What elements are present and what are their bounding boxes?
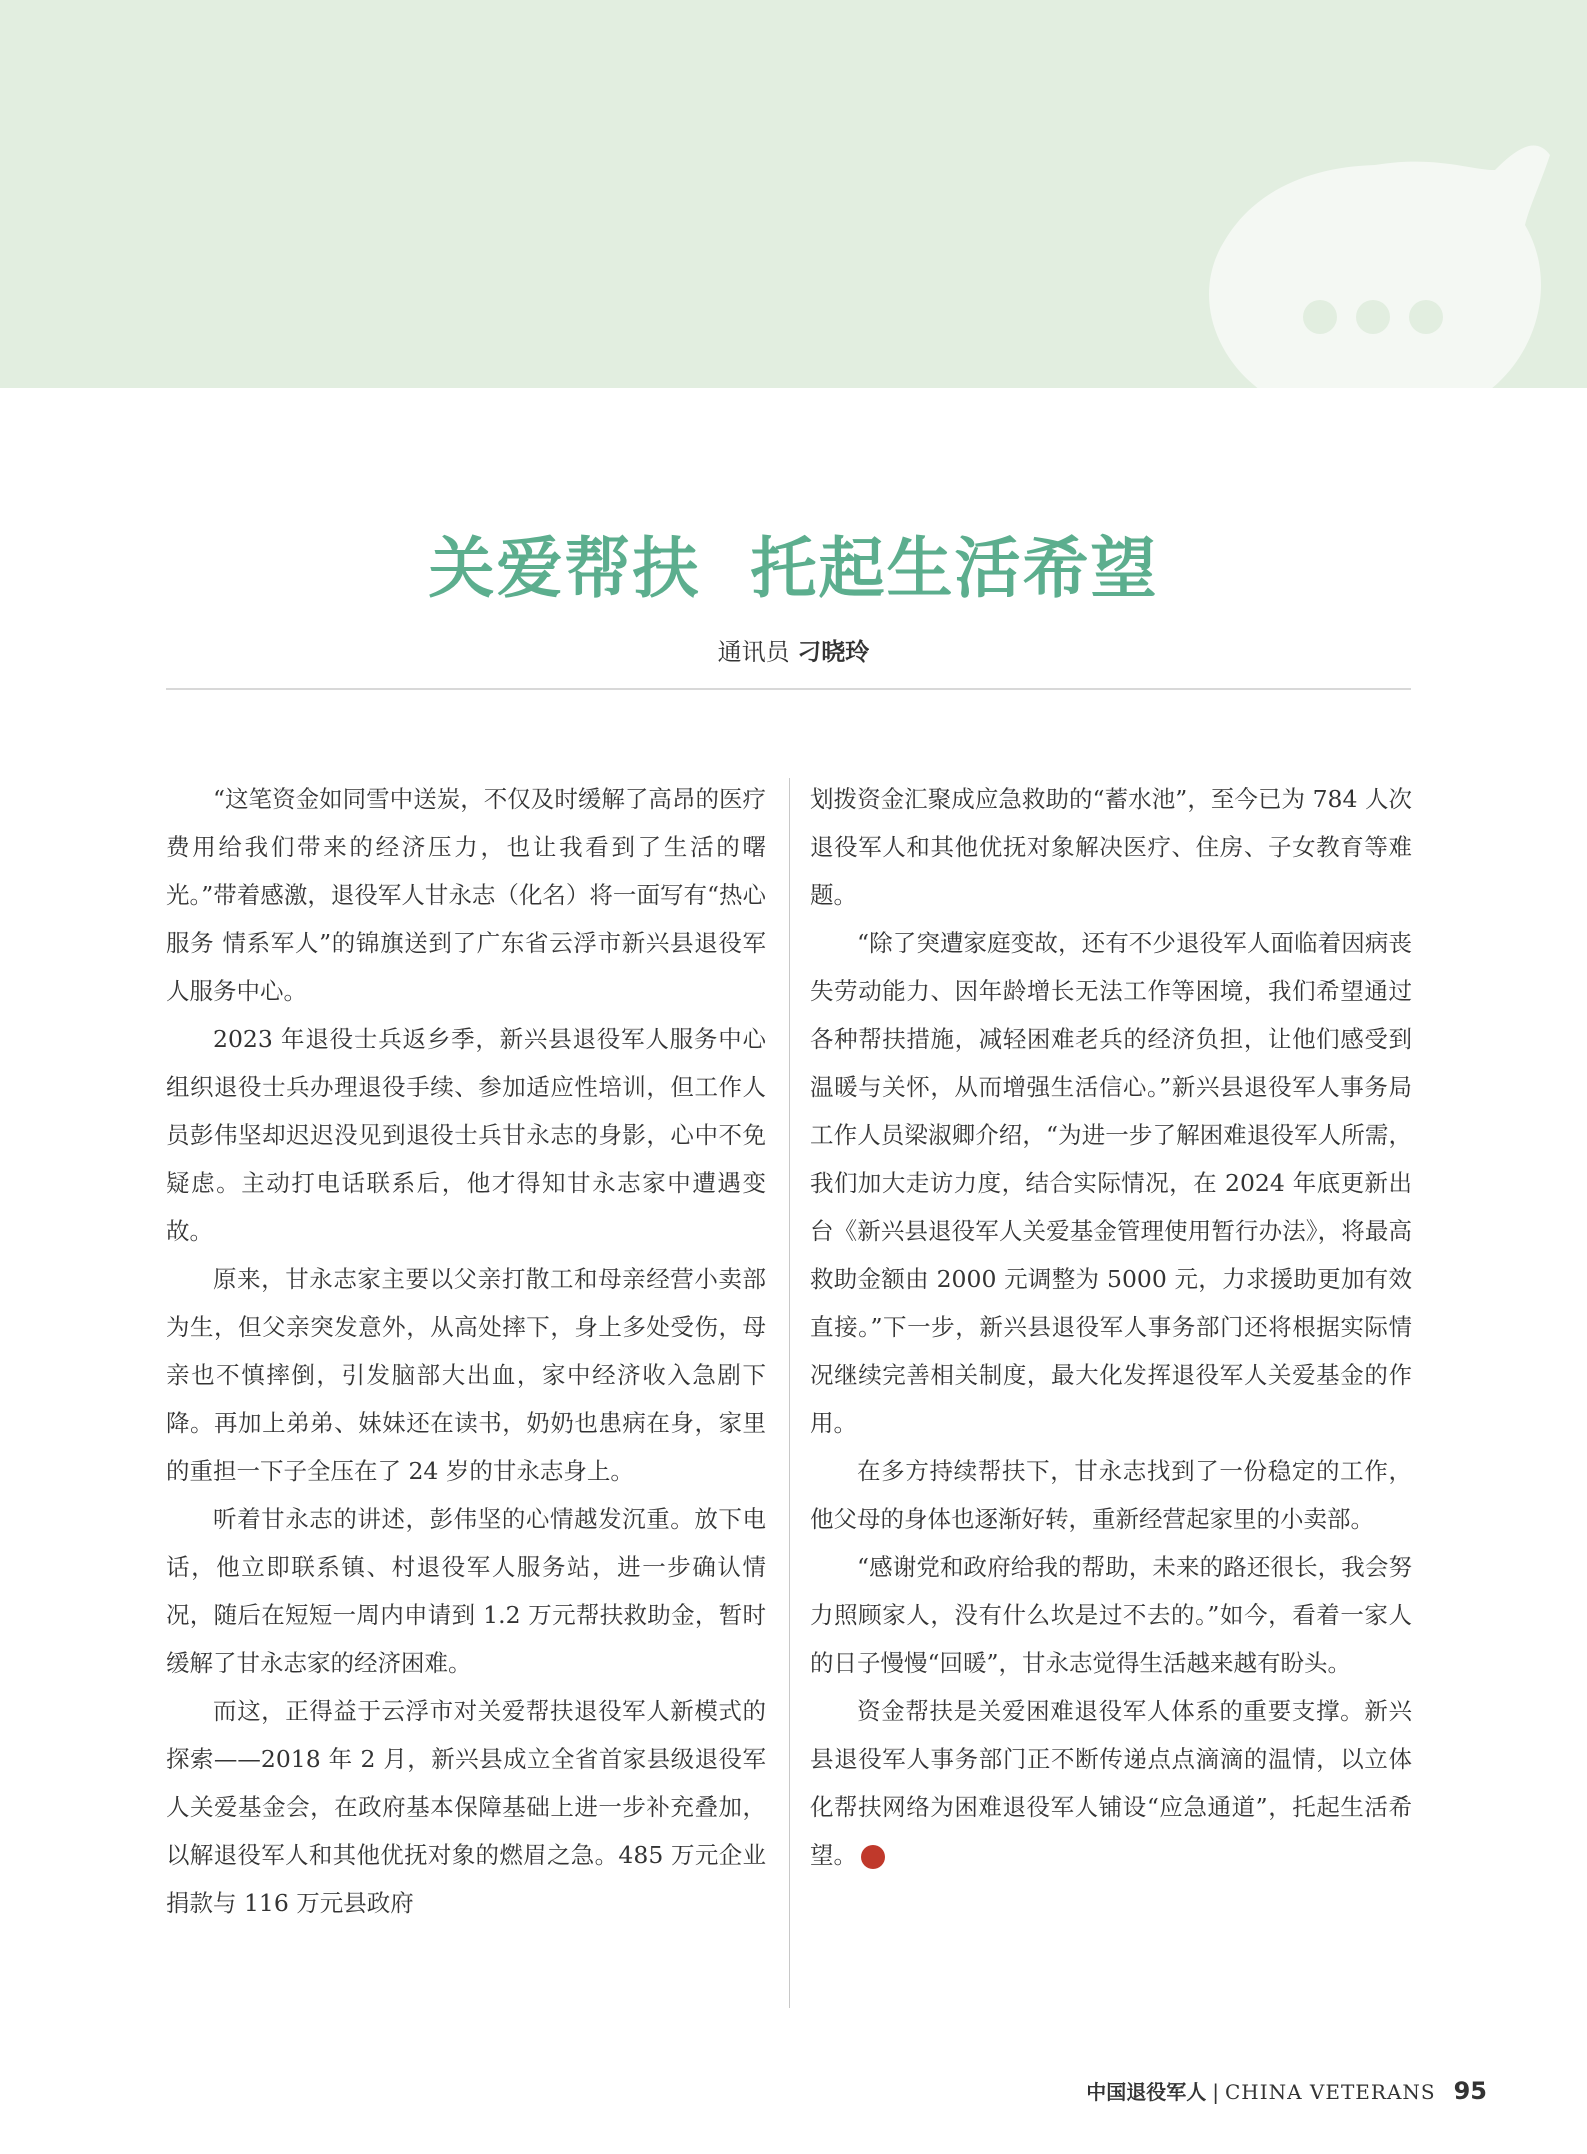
- header-band: [0, 0, 1587, 388]
- magazine-name: 中国退役军人: [1086, 2080, 1207, 2104]
- byline: [0, 632, 1587, 667]
- page-footer: [1086, 2076, 1487, 2105]
- title-divider: [166, 688, 1411, 690]
- left-column: [166, 775, 766, 1927]
- paragraph: “除了突遭家庭变故，还有不少退役军人面临着因病丧失劳动能力、因年龄增长无法工作等困境，我们希望通过各种帮扶措施，减轻困难老兵的经济负担，让他们感受到温暖与关怀，从而增强生活信心。”新兴县退役军人事务局工作人员梁淑卿介绍，“为进一步了解困难退役军人所需，我们加大走访力度，结合实际情况，在 2024 年底更新出台《新兴县退役军人关爱基金管理使用暂行办法》，将最高救助金额由 2000 元调整为 5000 元，力求援助更加有效直接。”下一步，新兴县退役军人事务部门还将根据实际情况继续完善相关制度，最大化发挥退役军人关爱基金的作用。: [810, 929, 1412, 1437]
- paragraph: “这笔资金如同雪中送炭，不仅及时缓解了高昂的医疗费用给我们带来的经济压力，也让我看到了生活的曙光。”带着感激，退役军人甘永志（化名）将一面写有“热心服务 情系军人”的锦旗送到了广东省云浮市新兴县退役军人服务中心。: [166, 785, 766, 1005]
- paragraph: 2023 年退役士兵返乡季，新兴县退役军人服务中心组织退役士兵办理退役手续、参加适应性培训，但工作人员彭伟坚却迟迟没见到退役士兵甘永志的身影，心中不免疑虑。主动打电话联系后，他才得知甘永志家中遭遇变故。: [166, 1025, 766, 1245]
- paragraph: 而这，正得益于云浮市对关爱帮扶退役军人新模式的探索——2018 年 2 月，新兴县成立全省首家县级退役军人关爱基金会，在政府基本保障基础上进一步补充叠加，以解退役军人和其他优抚对象的燃眉之急。485 万元企业捐款与 116 万元县政府: [166, 1697, 766, 1917]
- paragraph: 听着甘永志的讲述，彭伟坚的心情越发沉重。放下电话，他立即联系镇、村退役军人服务站，进一步确认情况，随后在短短一周内申请到 1.2 万元帮扶救助金，暂时缓解了甘永志家的经济困难。: [166, 1505, 766, 1677]
- bubble-dot-3: [1409, 300, 1443, 334]
- footer-separator: |: [1212, 2080, 1219, 2104]
- author-name: 刁晓玲: [797, 638, 870, 666]
- byline-prefix: 通讯员: [717, 638, 798, 666]
- column-divider: [789, 778, 790, 2008]
- paragraph: 原来，甘永志家主要以父亲打散工和母亲经营小卖部为生，但父亲突发意外，从高处摔下，身上多处受伤，母亲也不慎摔倒，引发脑部大出血，家中经济收入急剧下降。再加上弟弟、妹妹还在读书，奶奶也患病在身，家里的重担一下子全压在了 24 岁的甘永志身上。: [166, 1265, 766, 1485]
- paragraph: 在多方持续帮扶下，甘永志找到了一份稳定的工作，他父母的身体也逐渐好转，重新经营起家里的小卖部。: [810, 1457, 1412, 1533]
- closing-paragraph: [810, 1687, 1412, 1879]
- article-title: 关爱帮扶 托起生活希望: [428, 530, 1159, 607]
- paragraph-continuation: 划拨资金汇聚成应急救助的“蓄水池”，至今已为 784 人次退役军人和其他优抚对象解决医疗、住房、子女教育等难题。: [810, 785, 1412, 909]
- bubble-dot-2: [1356, 300, 1390, 334]
- magazine-english-name: CHINA VETERANS: [1224, 2080, 1436, 2104]
- paragraph: “感谢党和政府给我的帮助，未来的路还很长，我会努力照顾家人，没有什么坎是过不去的。”如今，看着一家人的日子慢慢“回暖”，甘永志觉得生活越来越有盼头。: [810, 1553, 1412, 1677]
- speech-bubble-icon: [1195, 145, 1555, 388]
- closing-text: 资金帮扶是关爱困难退役军人体系的重要支撑。新兴县退役军人事务部门正不断传递点点滴滴的温情，以立体化帮扶网络为困难退役军人铺设“应急通道”，托起生活希望。: [810, 1697, 1412, 1869]
- bubble-dot-1: [1303, 300, 1337, 334]
- page-number: 95: [1453, 2077, 1487, 2105]
- end-mark-icon: V: [861, 1845, 885, 1869]
- right-column: [810, 775, 1412, 1879]
